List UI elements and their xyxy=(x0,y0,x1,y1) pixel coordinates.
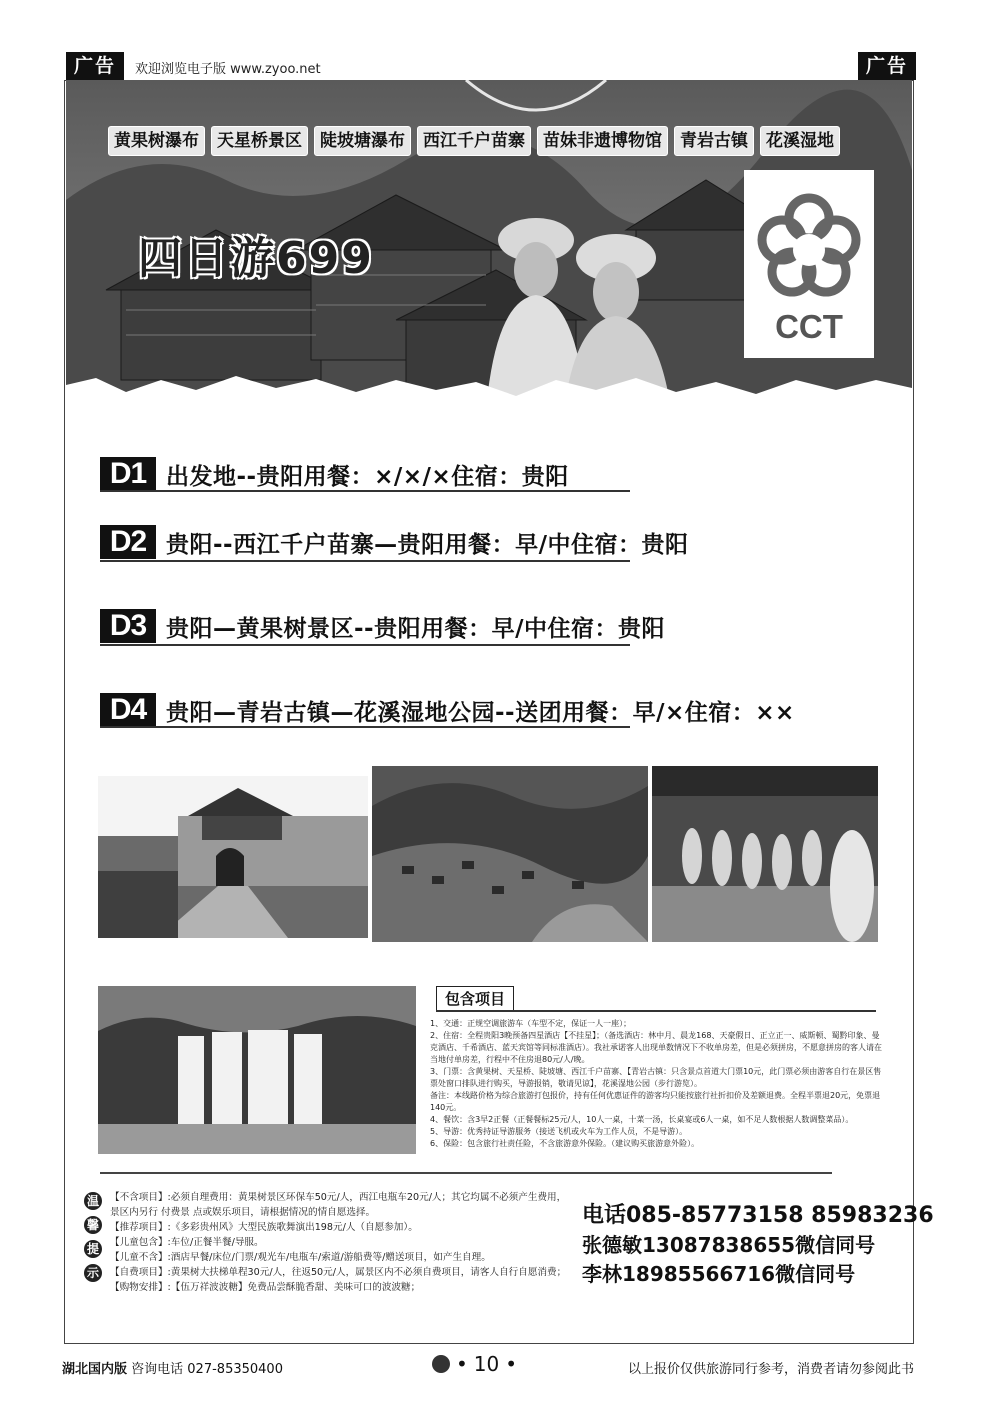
tips-badge-char: 温 xyxy=(84,1192,102,1210)
cct-flower-icon xyxy=(744,170,874,310)
page-dot: • xyxy=(456,1352,468,1376)
tips-badge-char: 示 xyxy=(84,1264,102,1282)
includes-item: 4、餐饮：含3早2正餐（正餐餐标25元/人，10人一桌，十菜一汤，长桌宴或6人一桌，如不足人数根据人数调整菜品）。 xyxy=(430,1115,854,1124)
spot-tag: 花溪湿地 xyxy=(760,126,840,156)
includes-list xyxy=(430,1018,882,1150)
itinerary-day-4 xyxy=(100,690,795,730)
tips-badge-column xyxy=(84,1192,104,1288)
itinerary-day-2 xyxy=(100,522,689,562)
tips-line: 【购物安排】:【伍万祥波波糖】免费品尝酥脆香甜、美味可口的波波糖； xyxy=(110,1282,421,1293)
spot-tag: 天星桥景区 xyxy=(211,126,308,156)
spot-tag: 黄果树瀑布 xyxy=(108,126,205,156)
day-badge: D4 xyxy=(100,693,156,727)
tips-badge-char: 提 xyxy=(84,1240,102,1258)
photo-miao-dancers xyxy=(652,766,878,942)
publication-icon xyxy=(432,1355,450,1373)
day-badge: D3 xyxy=(100,609,156,643)
tips-line: 【儿童不含】:酒店早餐/床位/门票/观光车/电瓶车/索道/游船费等/赠送项目，如产生自理。 xyxy=(110,1252,491,1263)
includes-rule xyxy=(436,1010,876,1012)
includes-item: 2、住宿：全程贵阳3晚预备四星酒店【不挂星】；（备选酒店：林中月、晨龙168、天豪假日、正立正一、威斯顿、蜀黔印象、曼克酒店、千希酒店、蓝天宾馆等同标准酒店）。我社承诺客人出现单数情况下不收单房差，但是必须拼房，不愿意拼房的客人请在当地付单房差，行程中不住房退80元/人/晚。 xyxy=(430,1031,882,1064)
page-number-group xyxy=(432,1352,517,1376)
day-badge: D1 xyxy=(100,457,156,491)
ad-label-left: 广告 xyxy=(66,52,124,80)
footer-hotline: 咨询电话 027-85350400 xyxy=(131,1362,283,1377)
spot-tag: 青岩古镇 xyxy=(674,126,754,156)
footer-disclaimer: 以上报价仅供旅游同行参考，消费者请勿参阅此书 xyxy=(627,1362,914,1377)
tips-badge-char: 馨 xyxy=(84,1216,102,1234)
page-dot: • xyxy=(505,1352,518,1376)
itinerary-day-1 xyxy=(100,454,569,494)
itinerary-day-3 xyxy=(100,606,665,646)
day-underline xyxy=(100,644,630,646)
contact-person-1[interactable]: 张德敏13087838655微信同号 xyxy=(582,1233,876,1257)
scenic-spot-bar xyxy=(108,126,840,156)
cct-logo xyxy=(744,170,874,358)
spot-tag: 西江千户苗寨 xyxy=(417,126,531,156)
photo-ancient-town-gate xyxy=(98,776,368,938)
tips-line: 【推荐项目】:《多彩贵州风》大型民族歌舞演出198元/人（自愿参加）。 xyxy=(110,1222,418,1233)
includes-item: 5、导游：优秀持证导游服务（接送飞机或火车为工作人员，不是导游）。 xyxy=(430,1127,688,1136)
includes-item: 备注：本线路价格为综合旅游打包报价，持有任何优惠证件的游客均只能按旅行社折扣价及差额退费。全程半票退20元，免票退140元。 xyxy=(430,1091,881,1112)
day-badge: D2 xyxy=(100,525,156,559)
tips-list xyxy=(110,1190,568,1295)
day-description: 贵阳—黄果树景区--贵阳用餐：早/中住宿：贵阳 xyxy=(166,615,665,642)
tips-line: 【自费项目】:黄果树大扶梯单程30元/人，往返50元/人，属景区内不必须自费项目，请客人自行自愿消费； xyxy=(110,1267,567,1278)
contact-person-2[interactable]: 李林18985566716微信同号 xyxy=(582,1262,856,1286)
page-number: 10 xyxy=(473,1352,500,1376)
section-divider xyxy=(100,1172,832,1174)
contact-phone[interactable]: 电话085-85773158 85983236 xyxy=(582,1203,934,1228)
includes-item: 3、门票：含黄果树、天星桥、陡坡塘、西江千户苗寨、【青岩古镇：只含景点首道大门票10元，此门票必须由游客自行在景区售票处窗口排队进行购买，导游报销，敬请见谅】，花溪湿地公园（步行游览）。 xyxy=(430,1067,882,1088)
site-text[interactable]: 欢迎浏览电子版 www.zyoo.net xyxy=(135,62,321,77)
day-description: 贵阳—青岩古镇—花溪湿地公园--送团用餐：早/×住宿：×× xyxy=(166,699,795,726)
photo-miao-village xyxy=(372,766,648,942)
tips-line: 【不含项目】:必须自理费用：黄果树景区环保车50元/人，西江电瓶车20元/人；其它均属不必须产生费用，景区内另行 付费景 点或娱乐项目，请根据情况的情自愿选择。 xyxy=(110,1192,567,1218)
logo-text: CCT xyxy=(775,308,843,345)
spot-tag: 苗妹非遗博物馆 xyxy=(537,126,668,156)
day-underline xyxy=(100,726,630,728)
day-description: 出发地--贵阳用餐：×/×/×住宿：贵阳 xyxy=(166,463,569,490)
includes-item: 6、保险：包含旅行社责任险，不含旅游意外保险。（建议购买旅游意外险）。 xyxy=(430,1139,700,1148)
footer-left xyxy=(62,1358,283,1377)
photo-huangguoshu-waterfall xyxy=(98,986,416,1154)
trip-price-title: 四日游699 xyxy=(138,233,374,284)
day-underline xyxy=(100,490,630,492)
day-underline xyxy=(100,560,630,562)
spot-tag: 陡坡塘瀑布 xyxy=(314,126,411,156)
ad-label-right: 广告 xyxy=(858,52,916,80)
includes-item: 1、交通：正规空调旅游车（车型不定，保证一人一座）； xyxy=(430,1019,632,1028)
footer-edition: 湖北国内版 xyxy=(62,1362,128,1377)
day-description: 贵阳--西江千户苗寨—贵阳用餐：早/中住宿：贵阳 xyxy=(166,531,689,558)
tips-line: 【儿童包含】:车位/正餐半餐/导服。 xyxy=(110,1237,264,1248)
includes-title: 包含项目 xyxy=(436,986,514,1012)
